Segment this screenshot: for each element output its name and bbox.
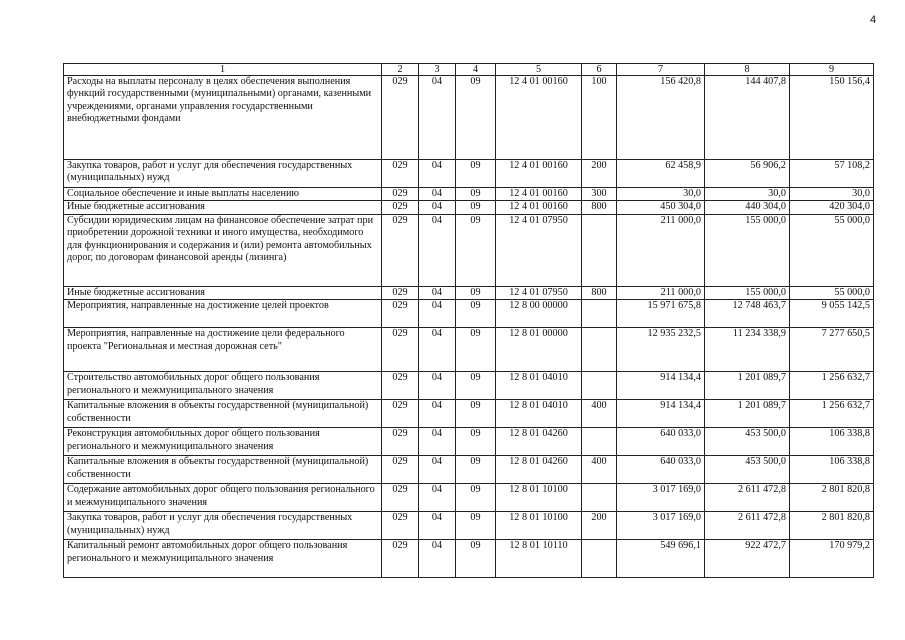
table-row xyxy=(64,286,874,299)
cell-y2: 440 304,0 xyxy=(705,201,790,214)
cell-name: Закупка товаров, работ и услуг для обеспечения государственных (муниципальных) нужд xyxy=(64,512,382,540)
cell-y3: 150 156,4 xyxy=(790,76,874,160)
cell-vr: 100 xyxy=(582,76,617,160)
cell-vr: 200 xyxy=(582,160,617,188)
cell-pr: 09 xyxy=(456,300,496,328)
cell-adm: 029 xyxy=(382,188,419,201)
cell-csr: 12 8 01 04010 xyxy=(496,400,582,428)
cell-csr: 12 4 01 00160 xyxy=(496,160,582,188)
cell-rz: 04 xyxy=(419,214,456,286)
cell-y2: 1 201 089,7 xyxy=(705,400,790,428)
cell-adm: 029 xyxy=(382,300,419,328)
column-header: 1 xyxy=(64,64,382,76)
cell-pr: 09 xyxy=(456,188,496,201)
cell-y2: 1 201 089,7 xyxy=(705,372,790,400)
cell-y3: 7 277 650,5 xyxy=(790,328,874,372)
cell-name: Закупка товаров, работ и услуг для обеспечения государственных (муниципальных) нужд xyxy=(64,160,382,188)
cell-adm: 029 xyxy=(382,428,419,456)
cell-pr: 09 xyxy=(456,160,496,188)
cell-rz: 04 xyxy=(419,76,456,160)
cell-adm: 029 xyxy=(382,540,419,578)
cell-y2: 155 000,0 xyxy=(705,214,790,286)
cell-y1: 12 935 232,5 xyxy=(617,328,705,372)
table-body xyxy=(64,76,874,578)
cell-name: Содержание автомобильных дорог общего пользования регионального и межмуниципального значения xyxy=(64,484,382,512)
cell-name: Строительство автомобильных дорог общего пользования регионального и межмуниципального значения xyxy=(64,372,382,400)
cell-rz: 04 xyxy=(419,300,456,328)
column-header: 8 xyxy=(705,64,790,76)
cell-y3: 57 108,2 xyxy=(790,160,874,188)
cell-pr: 09 xyxy=(456,512,496,540)
table-row xyxy=(64,540,874,578)
cell-y2: 30,0 xyxy=(705,188,790,201)
cell-name: Иные бюджетные ассигнования xyxy=(64,201,382,214)
cell-csr: 12 8 01 10110 xyxy=(496,540,582,578)
cell-rz: 04 xyxy=(419,456,456,484)
table-row xyxy=(64,188,874,201)
cell-name: Капитальные вложения в объекты государственной (муниципальной) собственности xyxy=(64,400,382,428)
cell-pr: 09 xyxy=(456,428,496,456)
cell-y1: 549 696,1 xyxy=(617,540,705,578)
cell-y1: 450 304,0 xyxy=(617,201,705,214)
cell-adm: 029 xyxy=(382,400,419,428)
cell-y3: 106 338,8 xyxy=(790,456,874,484)
cell-y3: 1 256 632,7 xyxy=(790,400,874,428)
column-header: 6 xyxy=(582,64,617,76)
cell-rz: 04 xyxy=(419,428,456,456)
cell-y1: 914 134,4 xyxy=(617,400,705,428)
cell-vr: 800 xyxy=(582,201,617,214)
budget-table xyxy=(63,63,874,578)
cell-csr: 12 8 01 04010 xyxy=(496,372,582,400)
cell-y3: 9 055 142,5 xyxy=(790,300,874,328)
cell-rz: 04 xyxy=(419,188,456,201)
cell-adm: 029 xyxy=(382,372,419,400)
cell-csr: 12 8 00 00000 xyxy=(496,300,582,328)
cell-pr: 09 xyxy=(456,456,496,484)
table-row xyxy=(64,160,874,188)
cell-csr: 12 4 01 00160 xyxy=(496,188,582,201)
column-header: 7 xyxy=(617,64,705,76)
cell-vr: 400 xyxy=(582,456,617,484)
cell-csr: 12 8 01 10100 xyxy=(496,484,582,512)
cell-y3: 2 801 820,8 xyxy=(790,512,874,540)
cell-adm: 029 xyxy=(382,76,419,160)
cell-rz: 04 xyxy=(419,286,456,299)
column-header: 3 xyxy=(419,64,456,76)
cell-name: Иные бюджетные ассигнования xyxy=(64,286,382,299)
cell-y2: 11 234 338,9 xyxy=(705,328,790,372)
cell-y2: 12 748 463,7 xyxy=(705,300,790,328)
cell-vr xyxy=(582,540,617,578)
cell-y3: 30,0 xyxy=(790,188,874,201)
table-row xyxy=(64,214,874,286)
cell-pr: 09 xyxy=(456,540,496,578)
cell-pr: 09 xyxy=(456,286,496,299)
header-row xyxy=(64,64,874,76)
cell-vr: 200 xyxy=(582,512,617,540)
cell-y2: 453 500,0 xyxy=(705,456,790,484)
table-row xyxy=(64,76,874,160)
cell-y3: 420 304,0 xyxy=(790,201,874,214)
cell-adm: 029 xyxy=(382,512,419,540)
cell-pr: 09 xyxy=(456,201,496,214)
cell-pr: 09 xyxy=(456,328,496,372)
cell-y2: 56 906,2 xyxy=(705,160,790,188)
cell-y1: 211 000,0 xyxy=(617,214,705,286)
cell-rz: 04 xyxy=(419,484,456,512)
cell-y3: 2 801 820,8 xyxy=(790,484,874,512)
cell-rz: 04 xyxy=(419,400,456,428)
table-row xyxy=(64,456,874,484)
cell-y2: 453 500,0 xyxy=(705,428,790,456)
cell-adm: 029 xyxy=(382,160,419,188)
cell-pr: 09 xyxy=(456,372,496,400)
cell-csr: 12 4 01 00160 xyxy=(496,76,582,160)
page-number: 4 xyxy=(870,14,877,26)
cell-y2: 144 407,8 xyxy=(705,76,790,160)
cell-name: Реконструкция автомобильных дорог общего пользования регионального и межмуниципального значения xyxy=(64,428,382,456)
cell-name: Капитальный ремонт автомобильных дорог общего пользования регионального и межмуниципального значения xyxy=(64,540,382,578)
cell-y3: 55 000,0 xyxy=(790,286,874,299)
cell-adm: 029 xyxy=(382,456,419,484)
cell-vr: 300 xyxy=(582,188,617,201)
cell-csr: 12 4 01 07950 xyxy=(496,214,582,286)
cell-csr: 12 4 01 07950 xyxy=(496,286,582,299)
cell-csr: 12 4 01 00160 xyxy=(496,201,582,214)
cell-y1: 640 033,0 xyxy=(617,428,705,456)
cell-vr xyxy=(582,372,617,400)
cell-name: Мероприятия, направленные на достижение целей проектов xyxy=(64,300,382,328)
cell-adm: 029 xyxy=(382,201,419,214)
cell-y3: 106 338,8 xyxy=(790,428,874,456)
cell-y2: 155 000,0 xyxy=(705,286,790,299)
table-row xyxy=(64,201,874,214)
cell-rz: 04 xyxy=(419,512,456,540)
cell-vr: 400 xyxy=(582,400,617,428)
cell-name: Социальное обеспечение и иные выплаты населению xyxy=(64,188,382,201)
cell-rz: 04 xyxy=(419,540,456,578)
table-row xyxy=(64,428,874,456)
cell-vr xyxy=(582,214,617,286)
cell-y2: 2 611 472,8 xyxy=(705,512,790,540)
cell-vr xyxy=(582,428,617,456)
cell-y3: 55 000,0 xyxy=(790,214,874,286)
table-row xyxy=(64,372,874,400)
cell-y1: 640 033,0 xyxy=(617,456,705,484)
cell-csr: 12 8 01 00000 xyxy=(496,328,582,372)
column-header: 5 xyxy=(496,64,582,76)
table-row xyxy=(64,300,874,328)
cell-y1: 62 458,9 xyxy=(617,160,705,188)
cell-pr: 09 xyxy=(456,76,496,160)
cell-pr: 09 xyxy=(456,214,496,286)
cell-adm: 029 xyxy=(382,286,419,299)
cell-y2: 2 611 472,8 xyxy=(705,484,790,512)
cell-y1: 156 420,8 xyxy=(617,76,705,160)
cell-vr xyxy=(582,300,617,328)
cell-vr xyxy=(582,328,617,372)
cell-y1: 211 000,0 xyxy=(617,286,705,299)
cell-csr: 12 8 01 04260 xyxy=(496,428,582,456)
cell-y1: 914 134,4 xyxy=(617,372,705,400)
cell-pr: 09 xyxy=(456,400,496,428)
column-header: 4 xyxy=(456,64,496,76)
cell-y1: 3 017 169,0 xyxy=(617,484,705,512)
cell-y2: 922 472,7 xyxy=(705,540,790,578)
table-row xyxy=(64,400,874,428)
column-header: 9 xyxy=(790,64,874,76)
cell-csr: 12 8 01 04260 xyxy=(496,456,582,484)
cell-rz: 04 xyxy=(419,160,456,188)
cell-vr: 800 xyxy=(582,286,617,299)
cell-rz: 04 xyxy=(419,201,456,214)
cell-adm: 029 xyxy=(382,214,419,286)
cell-y3: 1 256 632,7 xyxy=(790,372,874,400)
column-header: 2 xyxy=(382,64,419,76)
cell-name: Субсидии юридическим лицам на финансовое обеспечение затрат при приобретении дорожной техники и иного имущества, необходимого для функционирования и содержания и (или) ремонта автомобильных дорог, по договорам финансовой аренды (лизинга) xyxy=(64,214,382,286)
table-row xyxy=(64,328,874,372)
cell-name: Капитальные вложения в объекты государственной (муниципальной) собственности xyxy=(64,456,382,484)
cell-y1: 15 971 675,8 xyxy=(617,300,705,328)
cell-adm: 029 xyxy=(382,484,419,512)
cell-y1: 30,0 xyxy=(617,188,705,201)
cell-rz: 04 xyxy=(419,372,456,400)
table-row xyxy=(64,512,874,540)
cell-rz: 04 xyxy=(419,328,456,372)
cell-adm: 029 xyxy=(382,328,419,372)
cell-name: Расходы на выплаты персоналу в целях обеспечения выполнения функций государственными (муниципальными) органами, казенными учреждениями, органами управления государственными внебюджетными фондами xyxy=(64,76,382,160)
cell-pr: 09 xyxy=(456,484,496,512)
cell-vr xyxy=(582,484,617,512)
cell-name: Мероприятия, направленные на достижение цели федерального проекта "Региональная и местная дорожная сеть" xyxy=(64,328,382,372)
cell-y3: 170 979,2 xyxy=(790,540,874,578)
cell-csr: 12 8 01 10100 xyxy=(496,512,582,540)
cell-y1: 3 017 169,0 xyxy=(617,512,705,540)
table-row xyxy=(64,484,874,512)
